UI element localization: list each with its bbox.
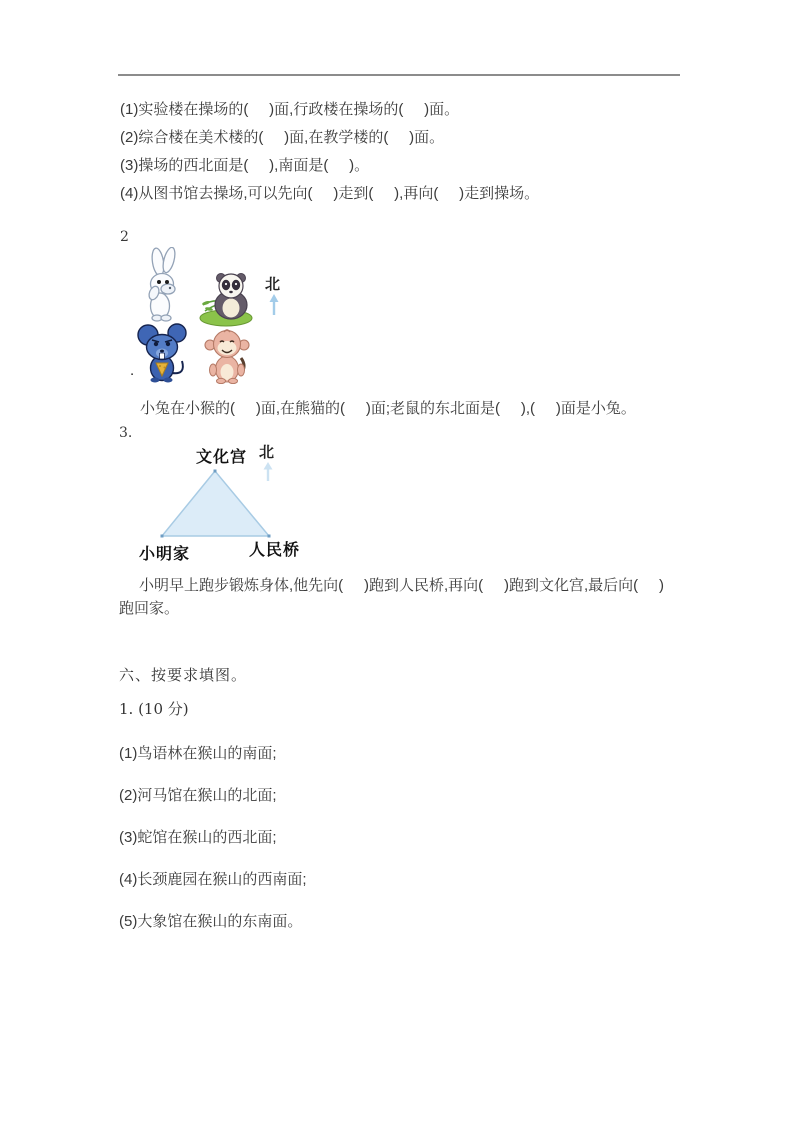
question2-caption: 小兔在小猴的( )面,在熊猫的( )面;老鼠的东北面是( ),( )面是小兔。 [140,400,636,417]
north-label-q3: 北 [259,443,275,461]
question3-caption-line2: 跑回家。 [119,600,180,617]
triangle-route-diagram [155,463,277,541]
question-line: (4)从图书馆去操场,可以先向( )走到( ),再向( )走到操场。 [120,185,540,202]
mouse-image [136,323,189,383]
question3-caption-line1: 小明早上跑步锻炼身体,他先向( )跑到人民桥,再向( )跑到文化宫,最后向( ) [139,577,664,594]
stray-period: . [130,362,135,379]
question-line: (3)操场的西北面是( ),南面是( )。 [120,157,370,174]
north-arrow-icon [268,293,280,317]
section6-item: (3)蛇馆在猴山的西北面; [119,829,277,846]
section6-item: (1)鸟语林在猴山的南面; [119,745,277,762]
rabbit-image [137,247,190,322]
top-divider [118,74,680,76]
section6-item: (2)河马馆在猴山的北面; [119,787,277,804]
panda-image [196,267,262,327]
question-line: (1)实验楼在操场的( )面,行政楼在操场的( )面。 [120,101,460,118]
section6-item: (5)大象馆在猴山的东南面。 [119,913,303,930]
monkey-image [201,328,253,384]
question-line: (2)综合楼在美术楼的( )面,在教学楼的( )面。 [120,129,445,146]
map-label-culture-palace: 文化宫 [196,447,248,466]
question3-number: 3. [119,425,133,441]
map-label-people-bridge: 人民桥 [249,540,301,559]
question-block-fill-blanks [120,96,720,208]
map-label-xiaoming-home: 小明家 [139,544,191,563]
north-label-q2: 北 [265,275,281,293]
section6-header: 六、按要求填图。 [119,666,248,684]
section6-subheader: 1. (10 分) [119,700,189,718]
section6-item: (4)长颈鹿园在猴山的西南面; [119,871,307,888]
section6-items [119,742,719,952]
question2-number: 2 [120,229,129,245]
